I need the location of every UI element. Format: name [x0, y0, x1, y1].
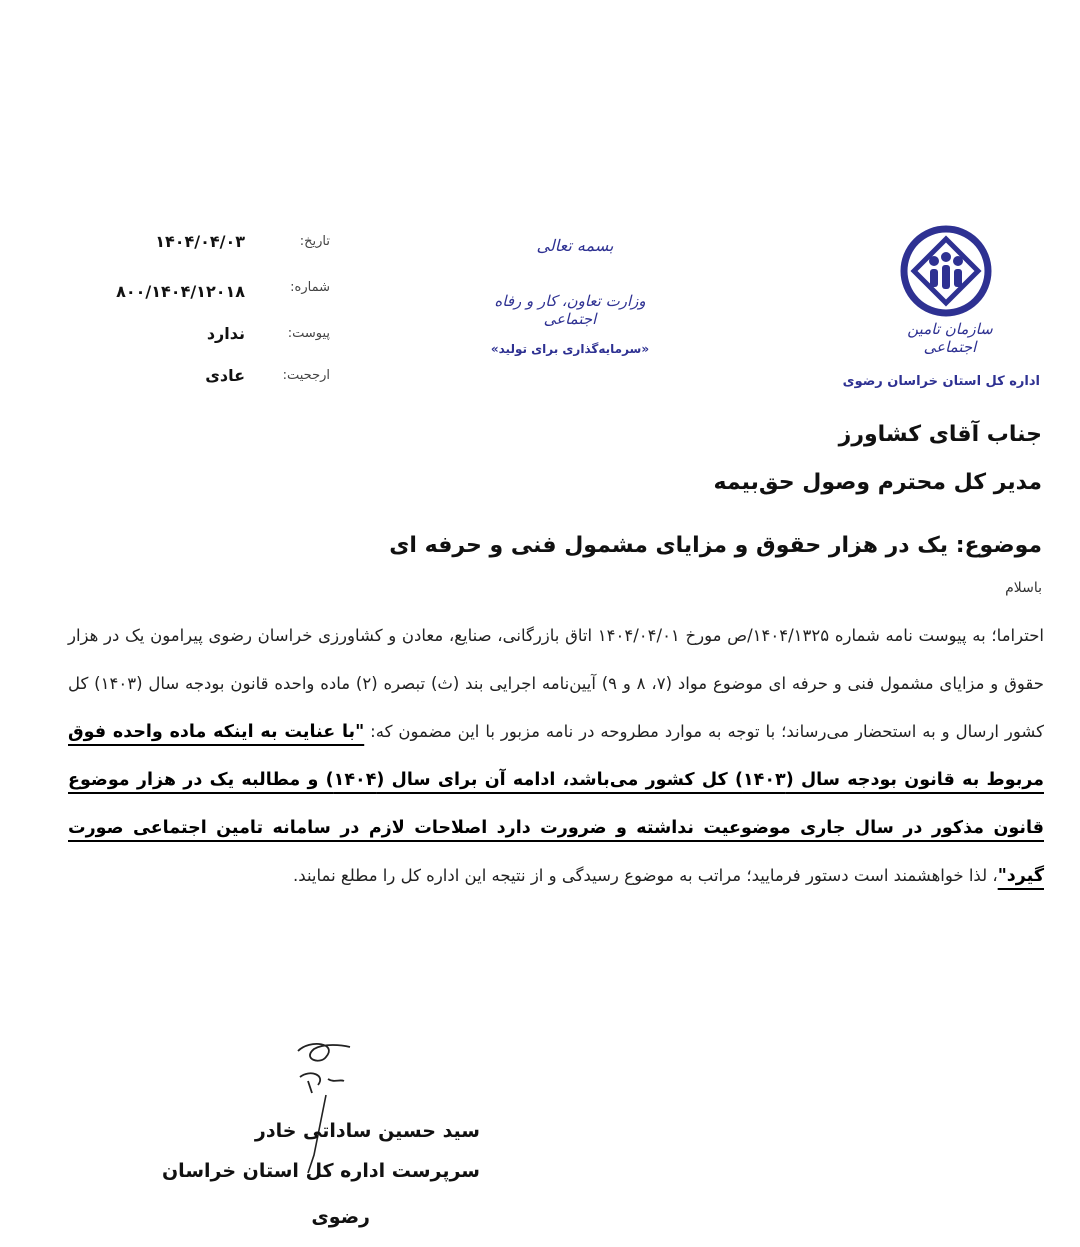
body-outro: ، لذا خواهشمند است دستور فرمایید؛ مراتب به موضوع رسیدگی و از نتیجه این اداره کل را مطلع نمایند. [293, 866, 998, 885]
ministry-name: وزارت تعاون، کار و رفاه اجتماعی [494, 292, 646, 328]
priority-value: عادی [205, 366, 245, 385]
number-value: ۸۰۰/۱۴۰۴/۱۲۰۱۸ [116, 282, 245, 301]
subject-line: موضوع: یک در هزار حقوق و مزایای مشمول فنی و حرفه ای [389, 533, 1042, 558]
bismillah: بسمه تعالی [536, 236, 614, 255]
social-security-logo [900, 225, 992, 317]
org-name: سازمان تامین اجتماعی [907, 320, 993, 356]
letter-body [68, 612, 1044, 900]
number-label: شماره: [290, 280, 330, 295]
body-intro: احتراما؛ به پیوست نامه شماره ۱۴۰۴/۱۳۲۵/ص مورخ ۱۴۰۴/۰۴/۰۱ اتاق بازرگانی، صنایع، معادن و کشاورزی خراسان رضوی پیرامون یک در هزار حقوق و مزایای مشمول فنی و حرفه ای موضوع مواد (۷، ۸ و ۹) آیین‌نامه اجرایی بند (ث) تبصره (۲) ماده واحده قانون بودجه سال (۱۴۰۳) کل کشور ارسال و به استحضار می‌رساند؛ با توجه به موارد مطروحه در نامه مزبور با این مضمون که: [68, 626, 1044, 741]
handwritten-signature [280, 1035, 360, 1175]
signer-name: سید حسین ساداتی خادر [254, 1120, 480, 1142]
slogan: «سرمایه‌گذاری برای تولید» [490, 342, 650, 356]
body-quote: "با عنایت به اینکه ماده واحده فوق مربوط به قانون بودجه سال (۱۴۰۳) کل کشور می‌باشد، ادامه آن برای سال (۱۴۰۴) و مطالبه یک در هزار موضوع قانون مذکور در سال جاری موضوعیت نداشته و ضرورت دارد اصلاحات لازم در سامانه تامین اجتماعی صورت گیرد" [68, 722, 1044, 886]
signer-title: سرپرست اداره کل استان خراسان [161, 1160, 480, 1182]
office-name: اداره کل استان خراسان رضوی [842, 374, 1040, 389]
recipient-title: مدیر کل محترم وصول حق‌بیمه [713, 470, 1042, 495]
attachment-label: پیوست: [287, 326, 330, 341]
signer-title-cont: رضوی [311, 1206, 370, 1228]
greeting: باسلام [1005, 580, 1042, 596]
date-value: ۱۴۰۴/۰۴/۰۳ [155, 232, 245, 251]
attachment-value: ندارد [206, 324, 245, 343]
recipient-name: جناب آقای کشاورز [838, 422, 1042, 447]
date-label: تاریخ: [299, 234, 330, 249]
priority-label: ارجحیت: [282, 368, 330, 383]
